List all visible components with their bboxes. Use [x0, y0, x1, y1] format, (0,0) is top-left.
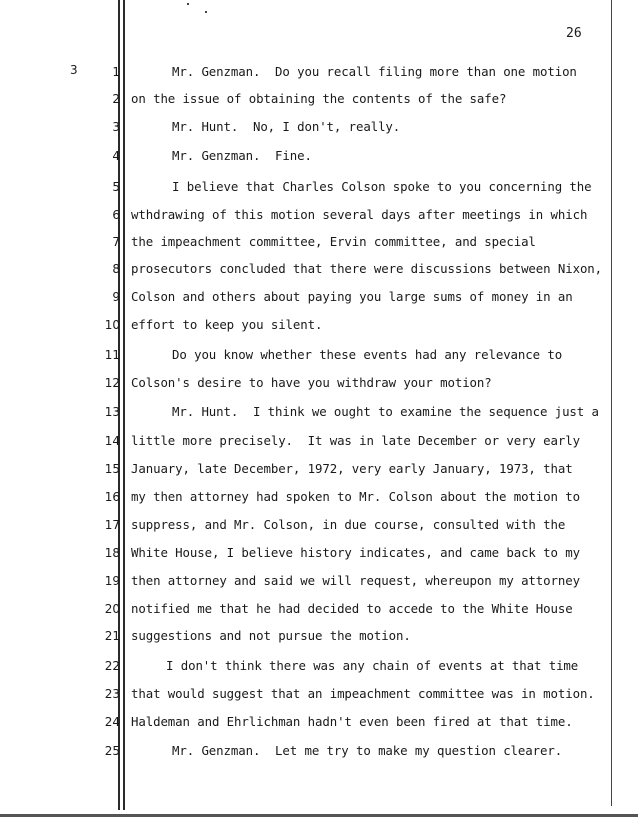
transcript-line: effort to keep you silent.: [131, 317, 323, 332]
transcript-line: then attorney and said we will request, whereupon my attorney: [131, 573, 580, 588]
doc-page-mark: 3: [70, 63, 78, 77]
line-number: 12: [104, 376, 120, 390]
transcript-line: Colson and others about paying you large sums of money in an: [131, 289, 573, 304]
line-number: 4: [112, 149, 120, 163]
transcript-line: I believe that Charles Colson spoke to you concerning the: [172, 179, 592, 194]
line-number: 11: [104, 348, 120, 362]
transcript-line: Mr. Hunt. I think we ought to examine the sequence just a: [172, 404, 599, 419]
line-number: 21: [104, 629, 120, 643]
line-number: 18: [104, 546, 120, 560]
transcript-line: that would suggest that an impeachment committee was in motion.: [131, 686, 595, 701]
line-number: 22: [104, 659, 120, 673]
transcript-line: prosecutors concluded that there were discussions between Nixon,: [131, 261, 603, 276]
line-number: 2: [112, 92, 120, 106]
transcript-line: Do you know whether these events had any relevance to: [172, 347, 563, 362]
line-number: 7: [112, 235, 120, 249]
line-number: 25: [104, 744, 120, 758]
line-number: 3: [112, 120, 120, 134]
line-number: 15: [104, 462, 120, 476]
transcript-line: suggestions and not pursue the motion.: [131, 628, 411, 643]
transcript-line: Mr. Genzman. Do you recall filing more than one motion: [172, 64, 577, 79]
line-number: 1: [112, 65, 120, 79]
transcript-line: wthdrawing of this motion several days after meetings in which: [131, 207, 588, 222]
transcript-line: Mr. Genzman. Let me try to make my question clearer.: [172, 743, 563, 758]
line-number: 16: [104, 490, 120, 504]
line-number: 14: [104, 434, 120, 448]
line-number: 6: [112, 208, 120, 222]
transcript-line: I don't think there was any chain of events at that time: [166, 658, 579, 673]
line-number: 19: [104, 574, 120, 588]
page-number: 26: [566, 26, 582, 41]
margin-rule-left-inner: [123, 0, 125, 810]
transcript-line: January, late December, 1972, very early January, 1973, that: [131, 461, 573, 476]
transcript-line: Mr. Hunt. No, I don't, really.: [172, 119, 401, 134]
scan-speck: [205, 11, 207, 13]
margin-rule-right: [611, 0, 612, 806]
transcript-line: Mr. Genzman. Fine.: [172, 148, 312, 163]
line-number: 8: [112, 262, 120, 276]
transcript-line: the impeachment committee, Ervin committee, and special: [131, 234, 536, 249]
transcript-line: little more precisely. It was in late December or very early: [131, 433, 580, 448]
line-number: 5: [112, 180, 120, 194]
line-number: 13: [104, 405, 120, 419]
transcript-line: suppress, and Mr. Colson, in due course, consulted with the: [131, 517, 566, 532]
transcript-line: Colson's desire to have you withdraw your motion?: [131, 375, 492, 390]
transcript-line: Haldeman and Ehrlichman hadn't even been fired at that time.: [131, 714, 573, 729]
line-number: 20: [104, 602, 120, 616]
transcript-line: on the issue of obtaining the contents of the safe?: [131, 91, 507, 106]
transcript-line: White House, I believe history indicates, and came back to my: [131, 545, 580, 560]
bottom-edge-rule: [0, 814, 638, 817]
transcript-line: notified me that he had decided to accede to the White House: [131, 601, 573, 616]
line-number: 9: [112, 290, 120, 304]
transcript-line: my then attorney had spoken to Mr. Colson about the motion to: [131, 489, 580, 504]
line-number: 10: [104, 318, 120, 332]
scan-speck: [187, 3, 189, 5]
line-number: 24: [104, 715, 120, 729]
line-number: 23: [104, 687, 120, 701]
line-number: 17: [104, 518, 120, 532]
